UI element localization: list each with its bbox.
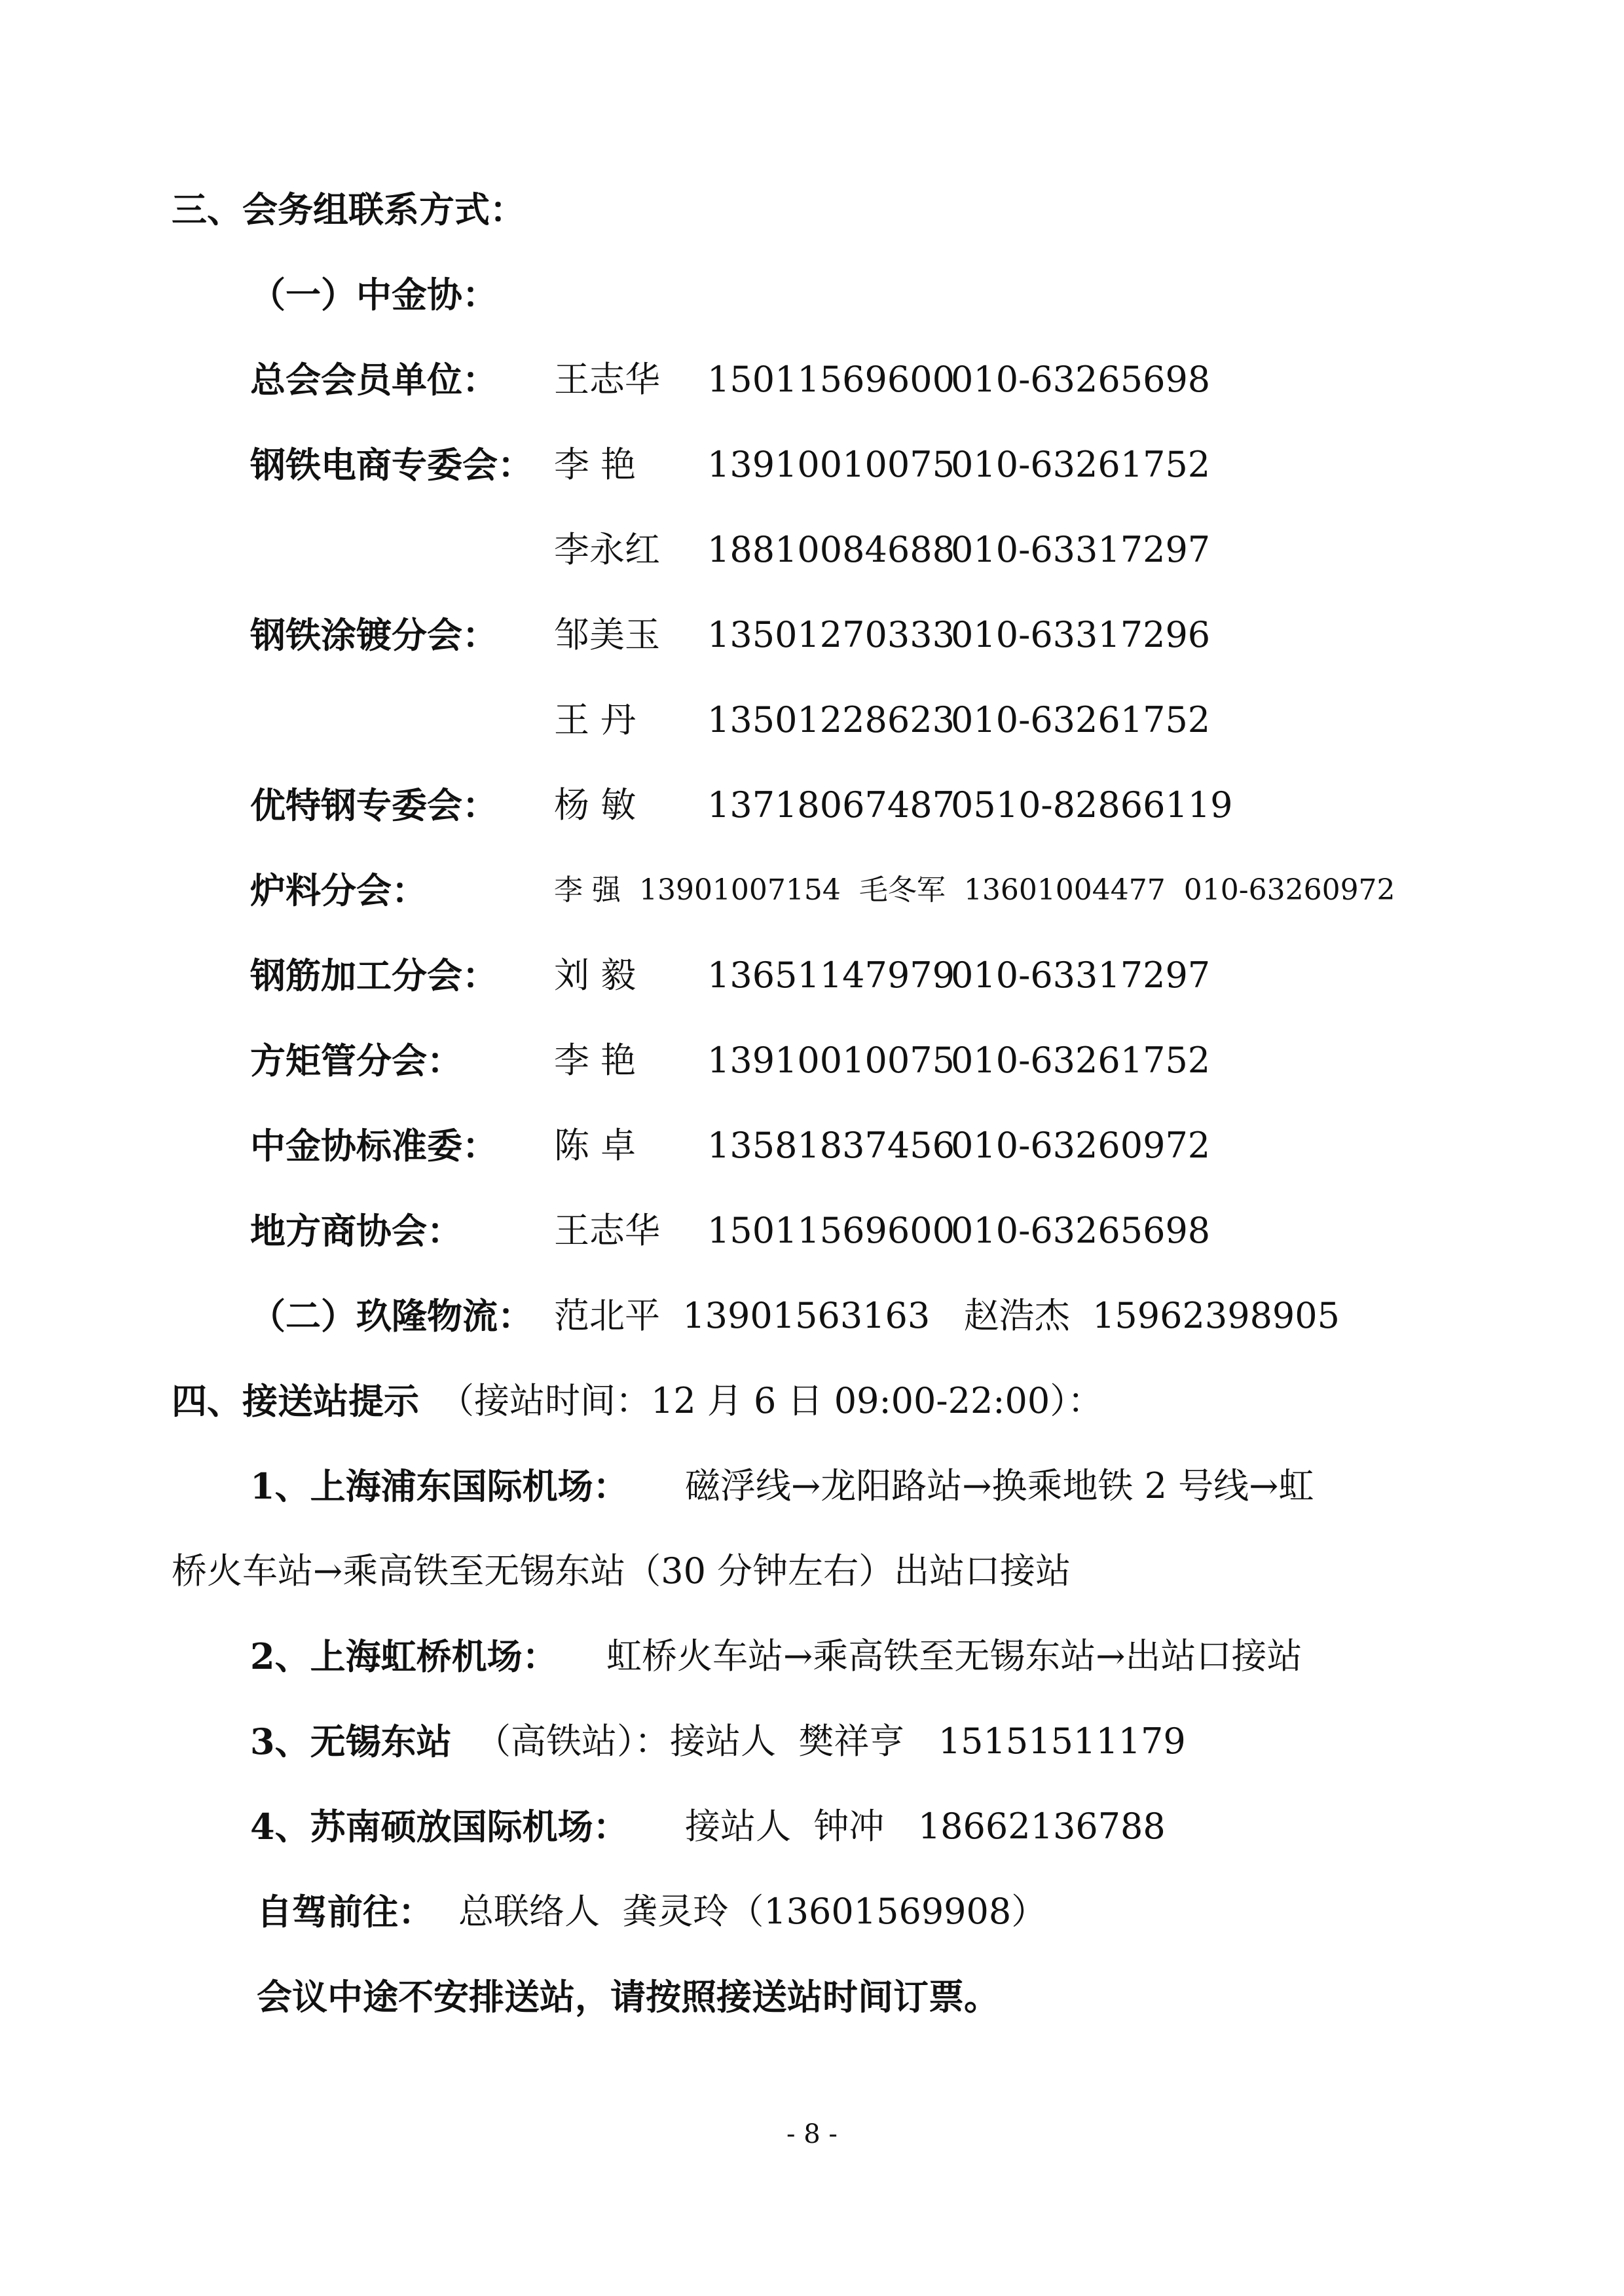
transfer-item-label: 4、苏南硕放国际机场： bbox=[250, 1806, 629, 1848]
pickup-time-note: （接站时间：12 月 6 日 09:00-22:00）： bbox=[439, 1380, 1103, 1421]
transfer-item-text: （高铁站）：接站人 樊祥亨 15151511179 bbox=[475, 1721, 1186, 1762]
contact-name: 王 丹 bbox=[554, 699, 637, 740]
contact-name: 李 艳 bbox=[554, 444, 637, 485]
logistics-contacts: 范北平 13901563163 赵浩杰 15962398905 bbox=[554, 1295, 1340, 1336]
transfer-item-1-continued: 桥火车站→乘高铁至无锡东站（30 分钟左右）出站口接站 bbox=[172, 1550, 1071, 1592]
contact-name: 李永红 bbox=[554, 529, 660, 570]
transfer-item-label: 2、上海虹桥机场： bbox=[250, 1635, 558, 1677]
contact-name: 陈 卓 bbox=[554, 1125, 637, 1166]
logistics-label: （二）玖隆物流： bbox=[250, 1295, 533, 1337]
contact-label: 地方商协会： bbox=[250, 1210, 462, 1252]
transfer-item-text: 接站人 钟冲 18662136788 bbox=[685, 1806, 1166, 1847]
contact-label: 钢筋加工分会： bbox=[250, 955, 498, 996]
contact-phone: 010-63317296 bbox=[951, 614, 1211, 655]
contact-mobile: 13718067487 bbox=[707, 784, 955, 826]
transfer-item-text: 磁浮线→龙阳路站→换乘地铁 2 号线→虹 bbox=[685, 1465, 1314, 1506]
self-drive-label: 自驾前往： bbox=[257, 1891, 434, 1933]
contact-phone: 010-63265698 bbox=[951, 1210, 1211, 1251]
contact-phone: 0510-82866119 bbox=[951, 784, 1233, 826]
contact-name: 杨 敏 bbox=[554, 784, 637, 826]
contact-mobile: 13651147979 bbox=[707, 955, 955, 996]
contact-phone: 010-63261752 bbox=[951, 444, 1211, 485]
contact-phone: 010-63317297 bbox=[951, 529, 1211, 570]
closing-note: 会议中途不安排送站，请按照接送站时间订票。 bbox=[257, 1976, 999, 2018]
section3-heading: 三、会务组联系方式： bbox=[172, 189, 525, 230]
contact-mobile: 13910010075 bbox=[707, 1040, 955, 1081]
contact-phone: 010-63265698 bbox=[951, 359, 1211, 400]
contact-phone: 010-63261752 bbox=[951, 699, 1211, 740]
contact-label: 优特钢专委会： bbox=[250, 784, 498, 826]
contact-name: 王志华 bbox=[554, 359, 660, 400]
contact-name: 刘 毅 bbox=[554, 955, 637, 996]
contact-label: 中金协标准委： bbox=[250, 1125, 498, 1167]
contact-mobile: 13581837456 bbox=[707, 1125, 955, 1166]
section3-sub1: （一）中金协： bbox=[250, 274, 498, 316]
furnace-contacts: 李 强 13901007154 毛冬军 13601004477 010-63260972 bbox=[554, 873, 1395, 907]
contact-label: 方矩管分会： bbox=[250, 1040, 462, 1082]
contact-mobile: 13910010075 bbox=[707, 444, 955, 485]
section4-heading: 四、接送站提示 bbox=[172, 1380, 419, 1422]
contact-label: 总会会员单位： bbox=[250, 359, 498, 401]
contact-name: 李 艳 bbox=[554, 1040, 637, 1081]
contact-name: 王志华 bbox=[554, 1210, 660, 1251]
contact-label: 钢铁涂镀分会： bbox=[250, 614, 498, 656]
transfer-item-text: 虹桥火车站→乘高铁至无锡东站→出站口接站 bbox=[606, 1635, 1302, 1677]
contact-mobile: 15011569600 bbox=[707, 359, 955, 400]
contact-mobile: 18810084688 bbox=[707, 529, 955, 570]
contact-mobile: 13501270333 bbox=[707, 614, 955, 655]
page-number: - 8 - bbox=[786, 2119, 838, 2149]
transfer-item-label: 3、无锡东站 bbox=[250, 1721, 452, 1762]
contact-phone: 010-63260972 bbox=[951, 1125, 1211, 1166]
contact-label: 钢铁电商专委会： bbox=[250, 444, 533, 486]
contact-mobile: 15011569600 bbox=[707, 1210, 955, 1251]
contact-mobile: 13501228623 bbox=[707, 699, 955, 740]
contact-phone: 010-63261752 bbox=[951, 1040, 1211, 1081]
self-drive-contact: 总联络人 龚灵玲（13601569908） bbox=[458, 1891, 1047, 1932]
transfer-item-label: 1、上海浦东国际机场： bbox=[250, 1465, 629, 1507]
contact-label: 炉料分会： bbox=[250, 869, 427, 911]
contact-phone: 010-63317297 bbox=[951, 955, 1211, 996]
contact-name: 邹美玉 bbox=[554, 614, 660, 655]
